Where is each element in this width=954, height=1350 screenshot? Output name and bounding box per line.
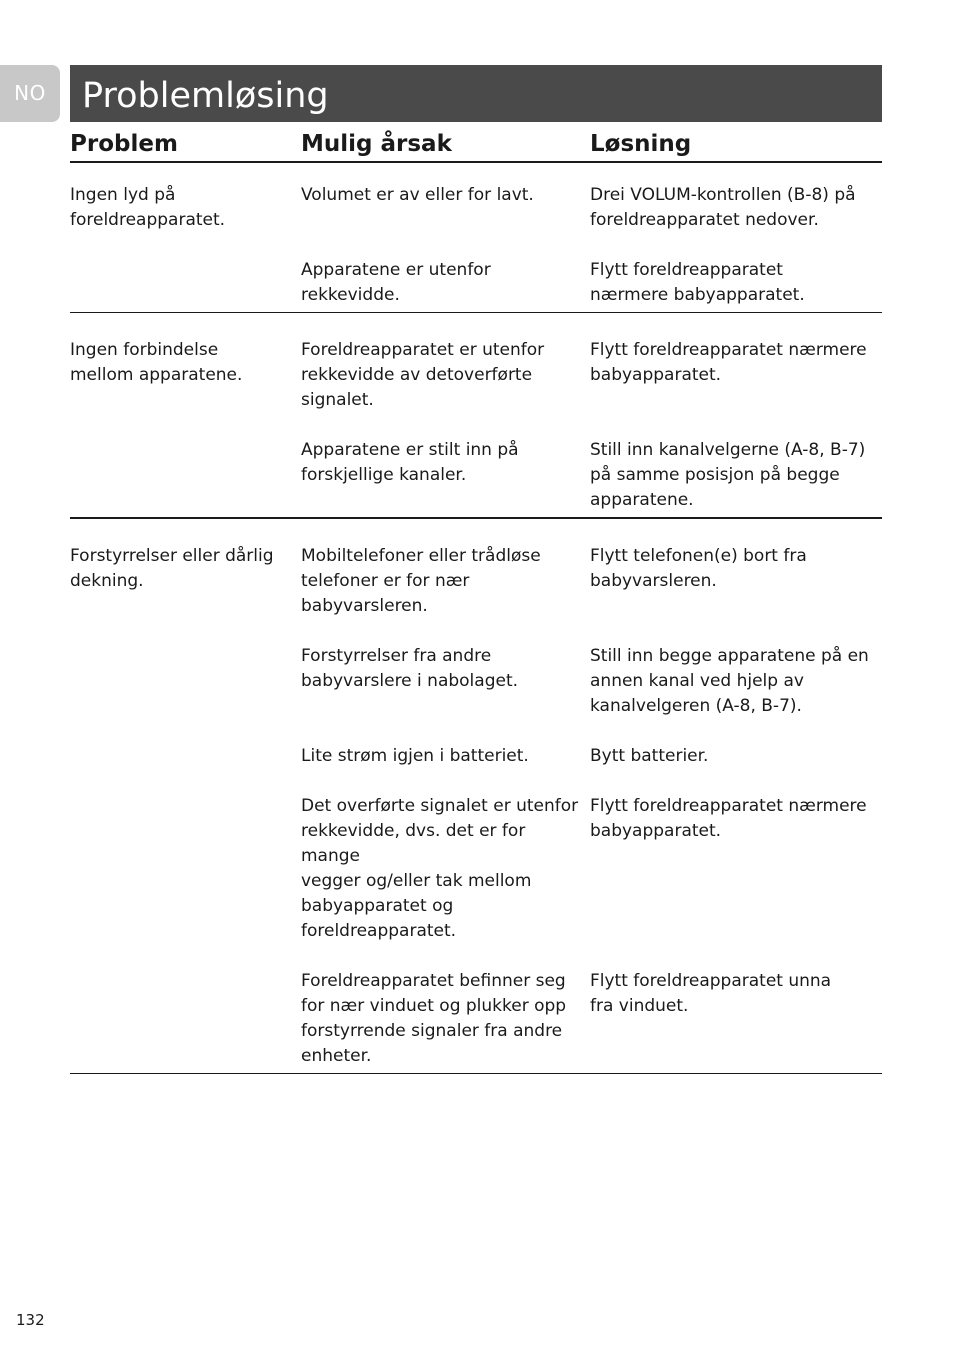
cause-cell: Lite strøm igjen i batteriet.	[301, 746, 529, 766]
cause-cell: Mobiltelefoner eller trådløse telefoner er for nær babyvarsleren.	[301, 546, 541, 616]
title-bar	[70, 65, 882, 122]
solution-cell: Flytt telefonen(e) bort fra babyvarsleren.	[590, 546, 807, 591]
cause-cell: Foreldreapparatet befinner seg for nær vinduet og plukker opp forstyrrende signaler fra andre enheter.	[301, 971, 567, 1066]
cause-cell: Det overførte signalet er utenfor rekkevidde, dvs. det er for mange vegger og/eller tak mellom babyapparatet og foreldreapparatet.	[301, 796, 579, 941]
cause-solution-pair	[301, 183, 882, 233]
table-header	[70, 128, 882, 163]
cause-cell: Foreldreapparatet er utenfor rekkevidde av detoverførte signalet.	[301, 340, 545, 410]
page-title: Problemløsing	[82, 76, 329, 116]
cause-solution-pair	[301, 438, 882, 513]
cause-cell: Apparatene er utenfor rekkevidde.	[301, 260, 491, 305]
solution-cell: Bytt batterier.	[590, 746, 709, 766]
table-row	[70, 183, 882, 313]
cause-solution-pair	[301, 338, 882, 413]
page-number: 132	[16, 1311, 45, 1329]
cause-solution-pair	[301, 644, 882, 719]
solution-cell: Flytt foreldreapparatet nærmere babyapparatet.	[590, 260, 805, 305]
table-row	[70, 544, 882, 1074]
problem-cell: Ingen lyd på foreldreapparatet.	[70, 185, 226, 230]
cause-solution-pair	[301, 544, 882, 619]
solution-cell: Flytt foreldreapparatet unna fra vinduet.	[590, 971, 832, 1016]
header-cause: Mulig årsak	[301, 131, 452, 157]
problem-cell: Ingen forbindelse mellom apparatene.	[70, 340, 243, 385]
cause-solution-pair	[301, 969, 882, 1069]
cause-cell: Forstyrrelser fra andre babyvarslere i nabolaget.	[301, 646, 519, 691]
cause-solution-pair	[301, 258, 882, 308]
problem-cell: Forstyrrelser eller dårlig dekning.	[70, 546, 274, 591]
cause-solution-pair	[301, 744, 882, 769]
cause-cell: Apparatene er stilt inn på forskjellige kanaler.	[301, 440, 519, 485]
solution-cell: Drei VOLUM-kontrollen (B-8) på foreldreapparatet nedover.	[590, 185, 856, 230]
solution-cell: Flytt foreldreapparatet nærmere babyapparatet.	[590, 340, 867, 385]
solution-cell: Still inn begge apparatene på en annen kanal ved hjelp av kanalvelgeren (A-8, B-7).	[590, 646, 869, 716]
header-solution: Løsning	[590, 131, 692, 157]
cause-solution-pair	[301, 794, 882, 944]
solution-cell: Still inn kanalvelgerne (A-8, B-7) på samme posisjon på begge apparatene.	[590, 440, 866, 510]
table-row	[70, 338, 882, 519]
header-problem: Problem	[70, 131, 178, 157]
language-tab: NO	[0, 65, 60, 122]
cause-cell: Volumet er av eller for lavt.	[301, 185, 534, 205]
solution-cell: Flytt foreldreapparatet nærmere babyapparatet.	[590, 796, 867, 841]
troubleshooting-table	[70, 183, 882, 1099]
